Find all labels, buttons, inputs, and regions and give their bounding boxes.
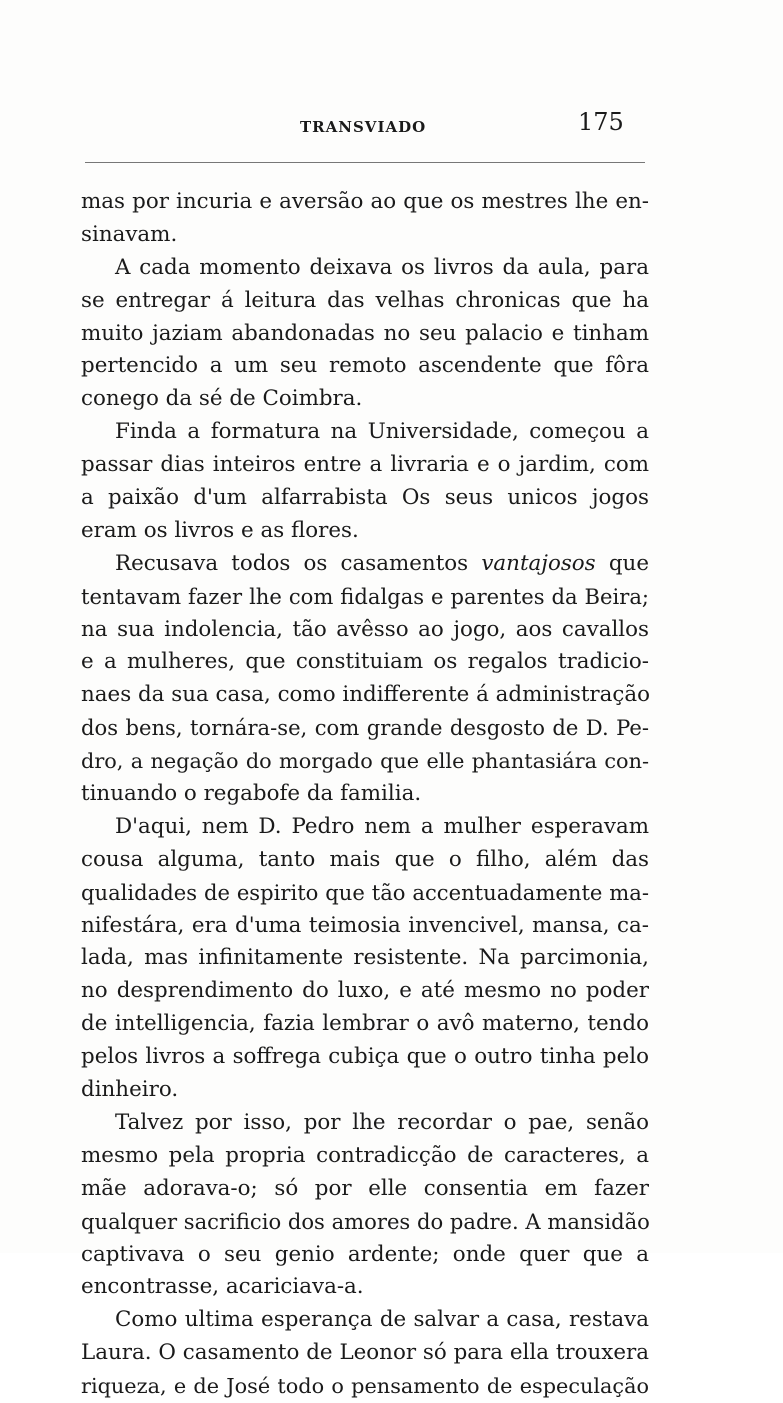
text-line: naes da sua casa, como indifferente á administração xyxy=(81,682,651,708)
text-line: encontrasse, acariciava-a. xyxy=(81,1274,364,1300)
text-line: riqueza, e de José todo o pensamento de especulação xyxy=(81,1374,649,1399)
text-line: nifestára, era d'uma teimosia invencivel, mansa, ca- xyxy=(81,912,649,938)
text-line: pelos livros a soffrega cubiça que o outro tinha pelo xyxy=(81,1044,649,1070)
text-line: qualquer sacrificio dos amores do padre. A mansidão xyxy=(81,1208,650,1234)
text-segment: Recusava todos os casamentos xyxy=(115,550,469,576)
text-line xyxy=(81,548,649,581)
text-line: qualidades de espirito que tão accentuadamente ma- xyxy=(81,879,649,905)
text-line: lada, mas infinitamente resistente. Na parcimonia, xyxy=(81,945,649,971)
text-line: tentavam fazer lhe com fidalgas e parentes da Beira; xyxy=(81,583,649,609)
text-line: dinheiro. xyxy=(81,1077,179,1103)
text-line: Laura. O casamento de Leonor só para ella trouxera xyxy=(81,1340,649,1366)
running-title: TRANSVIADO xyxy=(300,118,427,136)
text-line: tinuando o regabofe da familia. xyxy=(81,781,422,807)
text-line: pertencido a um seu remoto ascendente que fôra xyxy=(81,353,649,379)
text-line: captivava o seu genio ardente; onde quer que a xyxy=(81,1241,649,1267)
text-line: mesmo pela propria contradicção de caracteres, a xyxy=(81,1142,649,1168)
text-line: de intelligencia, fazia lembrar o avô materno, tendo xyxy=(81,1011,649,1037)
italic-word: vantajosos xyxy=(481,550,596,576)
text-line: mas por incuria e aversão ao que os mestres lhe en- xyxy=(81,189,649,214)
text-line: Talvez por isso, por lhe recordar o pae, senão xyxy=(115,1109,649,1135)
text-line: no desprendimento do luxo, e até mesmo no poder xyxy=(81,978,649,1004)
text-line: D'aqui, nem D. Pedro nem a mulher esperavam xyxy=(115,813,649,839)
text-line: a paixão d'um alfarrabista Os seus unicos jogos xyxy=(81,485,649,511)
text-line: se entregar á leitura das velhas chronicas que ha xyxy=(81,287,649,313)
text-line: na sua indolencia, tão avêsso ao jogo, aos cavallos xyxy=(81,616,649,642)
header-rule xyxy=(85,162,645,163)
text-line: mãe adorava-o; só por elle consentia em fazer xyxy=(81,1175,649,1201)
text-line: conego da sé de Coimbra. xyxy=(81,386,363,412)
text-line: A cada momento deixava os livros da aula, para xyxy=(115,254,649,280)
text-line: dro, a negação do morgado que elle phantasiára con- xyxy=(81,749,649,774)
text-segment: que xyxy=(608,550,649,576)
text-line: Como ultima esperança de salvar a casa, restava xyxy=(115,1307,649,1333)
text-line: e a mulheres, que constituiam os regalos tradicio- xyxy=(81,649,649,675)
text-line: sinavam. xyxy=(81,221,178,247)
text-line: muito jaziam abandonadas no seu palacio e tinham xyxy=(81,320,649,346)
text-line: passar dias inteiros entre a livraria e o jardim, com xyxy=(81,452,649,478)
text-line: dos bens, tornára-se, com grande desgosto de D. Pe- xyxy=(81,715,649,741)
body-text xyxy=(81,186,649,1403)
text-line: cousa alguma, tanto mais que o filho, além das xyxy=(81,846,649,872)
page-number: 175 xyxy=(578,108,624,136)
text-line: eram os livros e as flores. xyxy=(81,517,359,543)
text-line: Finda a formatura na Universidade, começou a xyxy=(115,419,649,445)
